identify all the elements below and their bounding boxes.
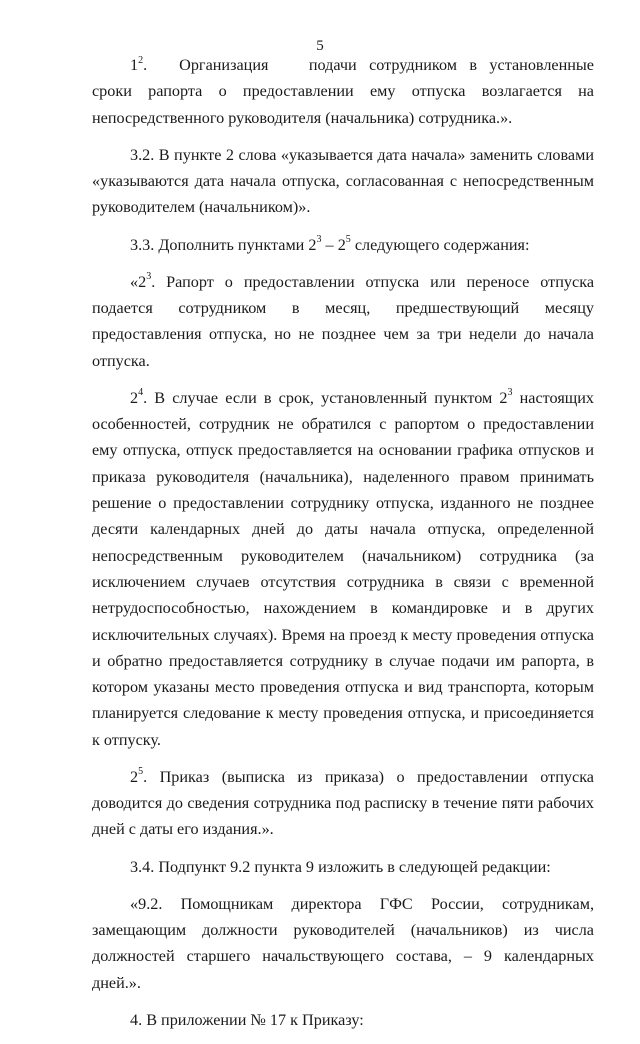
clause-first-word: Организация <box>179 56 269 74</box>
paragraph-3-2: 3.2. В пункте 2 слова «указывается дата начала» заменить словами «указываются дата начала отпуска, согласованная с непосредственным руководителем (начальником)». <box>92 145 594 217</box>
paragraph-9-2: «9.2. Помощникам директора ГФС России, сотрудникам, замещающим должности руководителей (начальников) из числа должностей старшего начальствующего состава, – 9 календарных дней.». <box>92 894 594 992</box>
paragraph-1-2 <box>92 52 594 131</box>
paragraph-2-5: $2^5$. Приказ (выписка из приказа) о предоставлении отпуска доводится до сведения сотрудника под расписку в течение пяти рабочих дней с даты его издания.». <box>92 766 594 839</box>
paragraph-2-4: $2^4$. В случае если в срок, установленный пунктом $2^3$ настоящих особенностей, сотрудник не обратился с рапортом о предоставлении ему отпуска, отпуск предоставляется на основании графика отпусков и приказа руководителя (начальника), наделенного правом принимать решение о предоставлении сотруднику отпуска, изданного не позднее десяти календарных дней до даты начала отпуска, определенной непосредственным руководителем (начальником) сотрудника (за исключением случаев отсутствия сотрудника в связи с временной нетрудоспособностью, нахождением в командировке и в других исключительных случаях). Время на проезд к месту проведения отпуска и обратно предоставляется сотруднику в случае подачи им рапорта, в котором указаны место проведения отпуска и вид транспорта, которым планируется следование к месту проведения отпуска, и присоединяется к отпуску. <box>92 387 594 749</box>
document-body <box>92 52 594 1044</box>
paragraph-2-3: «$2^3$. Рапорт о предоставлении отпуска или переносе отпуска подается сотрудником в месяц, предшествующий месяцу предоставления отпуска, но не позднее чем за три недели до начала отпуска. <box>92 271 594 370</box>
paragraph-4: 4. В приложении № 17 к Приказу: <box>130 1010 364 1029</box>
paragraph-text: подачи сотрудником в установленные сроки рапорта о предоставлении ему отпуска возлагается на непосредственного руководителя (начальника) сотрудника.». <box>92 56 594 127</box>
page-number: 5 <box>316 38 324 54</box>
clause-number: $1^2$. <box>130 54 148 74</box>
paragraph-3-4: 3.4. Подпункт 9.2 пункта 9 изложить в следующей редакции: <box>130 857 551 876</box>
paragraph-3-3: 3.3. Дополнить пунктами $2^3 - 2^5$ следующего содержания: <box>130 234 530 254</box>
